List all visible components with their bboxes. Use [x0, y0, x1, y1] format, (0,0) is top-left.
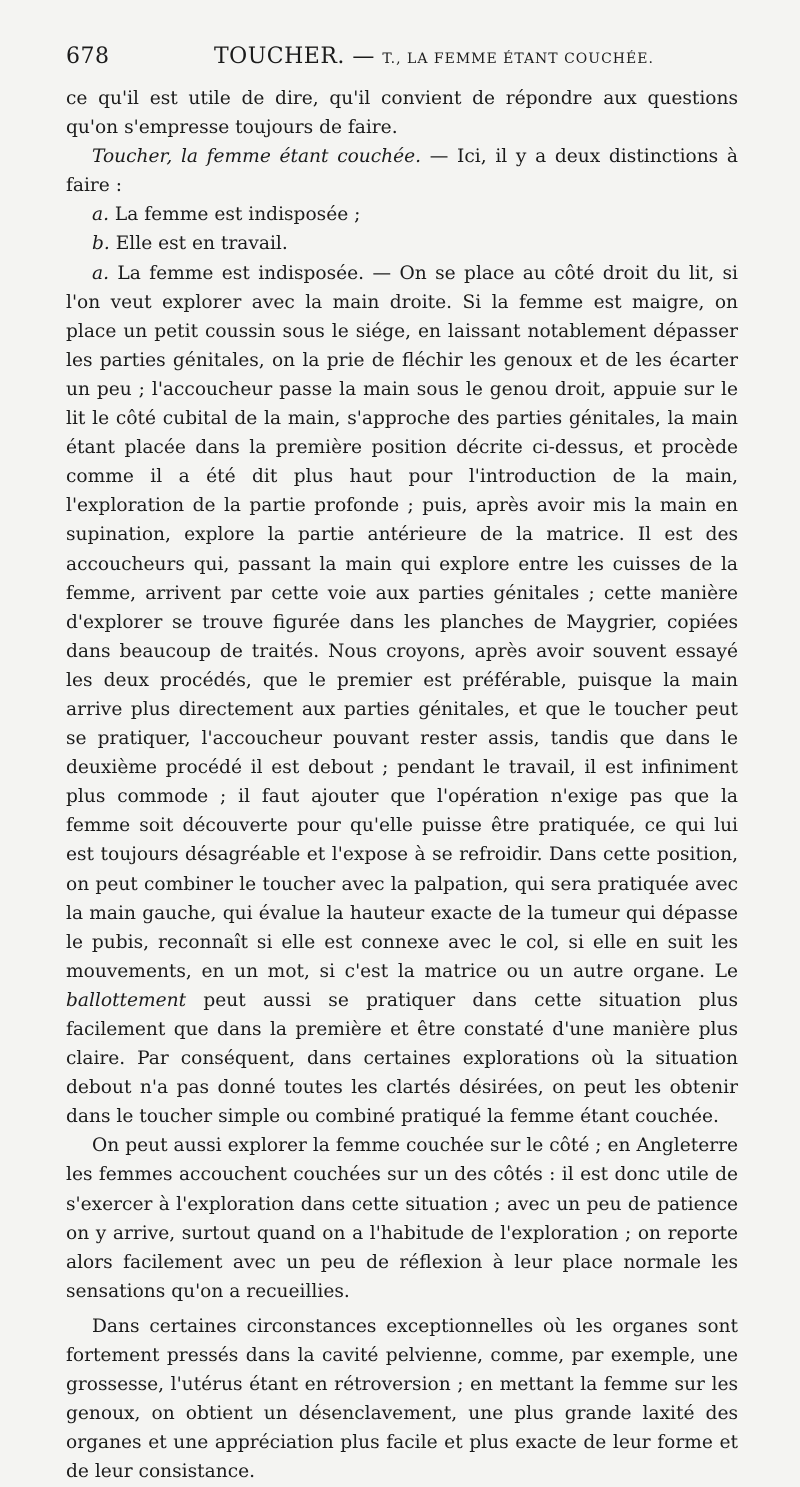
paragraph-indisposed	[66, 259, 738, 1132]
running-header	[66, 44, 738, 74]
section-heading: Toucher, la femme étant couchée.	[92, 146, 422, 168]
paragraph-continuation	[66, 84, 738, 142]
paragraph-text: Elle est en travail.	[109, 233, 288, 255]
paragraph-text: Dans certaines circonstances exceptionnelles où les organes sont fortement pressés dans la cavité pelvienne, comme, par exemple, une grossesse, l'utérus étant en rétroversion ; en mettant la femme sur les genoux, on obtient un désenclavement, une plus grande laxité des organes et une appréciation plus facile et plus exacte de leur forme et de leur consistance.	[66, 1315, 738, 1483]
paragraph-section-heading	[66, 142, 738, 200]
emphasis-term: ballottement	[66, 989, 187, 1011]
running-title-dash: —	[344, 44, 383, 69]
paragraph-text-continued: peut aussi se pratiquer dans cette situation plus facilement que dans la première et être constaté d'une manière plus claire. Par conséquent, dans certaines explorations où la situation debout n'a pas donné toutes les clartés désirées, on peut les obtenir dans le toucher simple ou combiné pratiqué la femme étant couchée.	[66, 989, 738, 1128]
paragraph-side-position	[66, 1131, 738, 1306]
paragraph-text: — Ici, il y a deux distinctions à faire :	[66, 146, 738, 197]
running-title-section: T., LA FEMME ÉTANT COUCHÉE.	[382, 51, 654, 67]
paragraph-text: On peut aussi explorer la femme couchée sur le côté ; en Angleterre les femmes accouchent couchées sur un des côtés : il est donc utile de s'exercer à l'exploration dans cette situation ; avec un peu de patience on y arrive, surtout quand on a l'habitude de l'exploration ; on reporte alors facilement avec un peu de réflexion à leur place normale les sensations qu'on a recueillies.	[66, 1135, 738, 1302]
paragraph-case-b	[66, 229, 738, 258]
paragraph-text: ce qu'il est utile de dire, qu'il convient de répondre aux questions qu'on s'empresse toujours de faire.	[66, 88, 738, 139]
paragraph-exceptional	[66, 1312, 738, 1487]
paragraph-case-a	[66, 200, 738, 229]
running-title	[214, 44, 654, 69]
page-number: 678	[66, 44, 110, 69]
list-marker: a.	[92, 204, 109, 226]
list-marker: a.	[92, 262, 109, 284]
paragraph-text: La femme est indisposée. — On se place au côté droit du lit, si l'on veut explorer avec la main droite. Si la femme est maigre, on place un petit coussin sous le siége, en laissant notablement dépasser les parties génitales, on la prie de fléchir les genoux et de les écarter un peu ; l'accoucheur passe la main sous le genou droit, appuie sur le lit le côté cubital de la main, s'approche des parties génitales, la main étant placée dans la première position décrite ci-dessus, et procède comme il a été dit plus haut pour l'introduction de la main, l'exploration de la partie profonde ; puis, après avoir mis la main en supination, explore la partie antérieure de la matrice. Il est des accoucheurs qui, passant la main qui explore entre les cuisses de la femme, arrivent par cette voie aux parties génitales ; cette manière d'explorer se trouve figurée dans les planches de Maygrier, copiées dans beaucoup de traités. Nous croyons, après avoir souvent essayé les deux procédés, que le premier est préférable, puisque la main arrive plus directement aux parties génitales, et que le toucher peut se pratiquer, l'accoucheur pouvant rester assis, tandis que dans le deuxième procédé il est debout ; pendant le travail, il est infiniment plus commode ; il faut ajouter que l'opération n'exige pas que la femme soit découverte pour qu'elle puisse être pratiquée, ce qui lui est toujours désagréable et l'expose à se refroidir. Dans cette position, on peut combiner le toucher avec la palpation, qui sera pratiquée avec la main gauche, qui évalue la hauteur exacte de la tumeur qui dépasse le pubis, reconnaît si elle est connexe avec le col, si elle en suit les mouvements, en un mot, si c'est la matrice ou un autre organe. Le	[66, 262, 738, 982]
list-marker: b.	[92, 233, 110, 255]
running-title-main: TOUCHER.	[214, 44, 345, 69]
page-body	[66, 84, 738, 1487]
paragraph-text: La femme est indisposée ;	[109, 204, 361, 226]
